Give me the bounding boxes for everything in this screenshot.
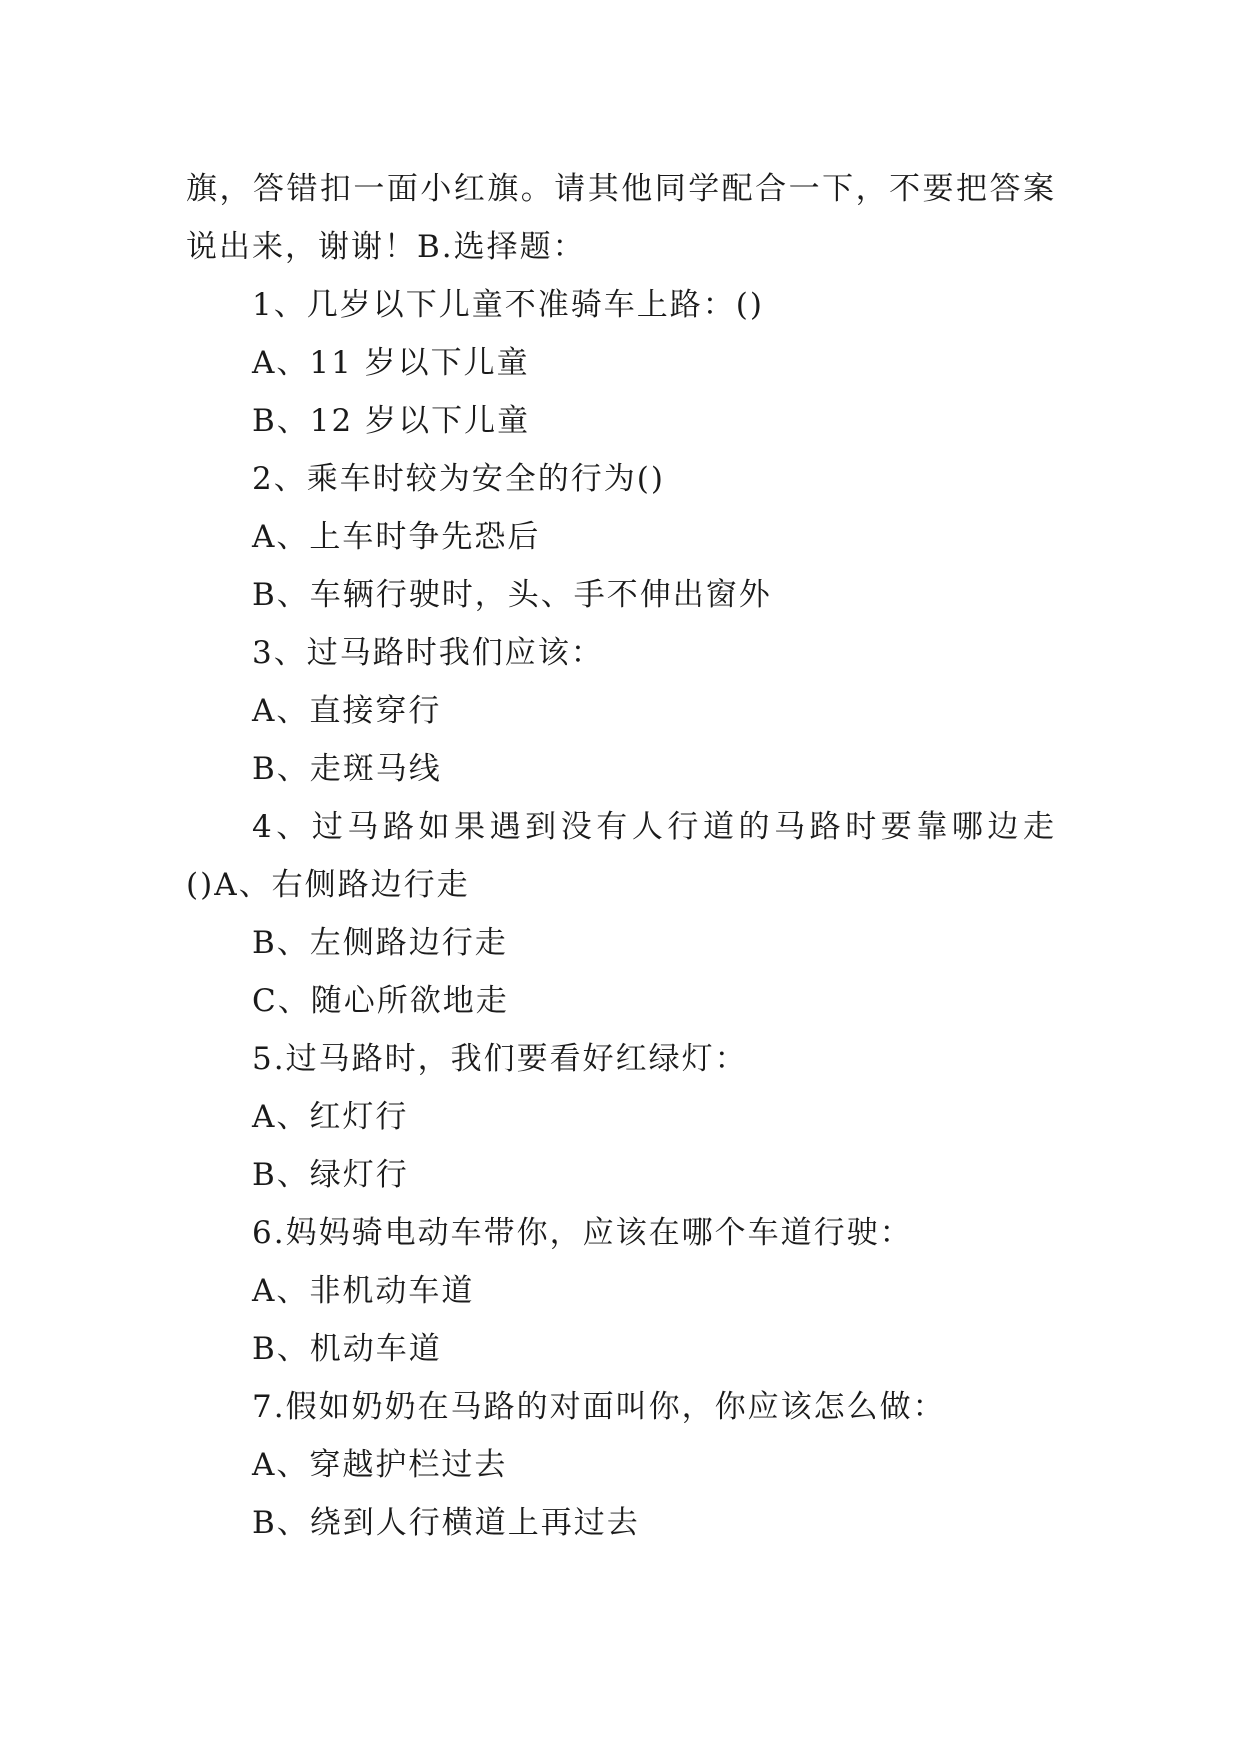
question-6: 6.妈妈骑电动车带你，应该在哪个车道行驶：: [252, 1215, 913, 1251]
q3-option-b: B、走斑马线: [252, 751, 442, 787]
question-5: 5.过马路时，我们要看好红绿灯：: [252, 1041, 748, 1077]
question-3: 3、过马路时我们应该：: [252, 635, 604, 671]
q1-option-a: A、11 岁以下儿童: [252, 345, 530, 381]
question-1: 1、几岁以下儿童不准骑车上路：(): [252, 287, 764, 323]
q6-option-b: B、机动车道: [252, 1331, 442, 1367]
question-7: 7.假如奶奶在马路的对面叫你，你应该怎么做：: [252, 1389, 946, 1425]
q6-option-a: A、非机动车道: [252, 1273, 475, 1309]
q7-option-a: A、穿越护栏过去: [252, 1447, 508, 1483]
q2-option-a: A、上车时争先恐后: [252, 519, 541, 555]
q3-option-a: A、直接穿行: [252, 693, 442, 729]
question-4-line-1: 4、过马路如果遇到没有人行道的马路时要靠哪边走: [252, 809, 1056, 845]
question-4-line-2: ()A、右侧路边行走: [186, 867, 470, 903]
q4-option-c: C、随心所欲地走: [252, 983, 509, 1019]
q5-option-a: A、红灯行: [252, 1099, 409, 1135]
document-body: [186, 160, 1056, 1552]
q4-option-b: B、左侧路边行走: [252, 925, 508, 961]
q5-option-b: B、绿灯行: [252, 1157, 409, 1193]
q7-option-b: B、绕到人行横道上再过去: [252, 1505, 640, 1541]
q1-option-b: B、12 岁以下儿童: [252, 403, 531, 439]
question-2: 2、乘车时较为安全的行为(): [252, 461, 665, 497]
intro-line-2: 说出来，谢谢！B.选择题：: [186, 229, 586, 265]
q2-option-b: B、车辆行驶时，头、手不伸出窗外: [252, 577, 772, 613]
intro-line-1: 旗，答错扣一面小红旗。请其他同学配合一下，不要把答案: [186, 171, 1056, 207]
